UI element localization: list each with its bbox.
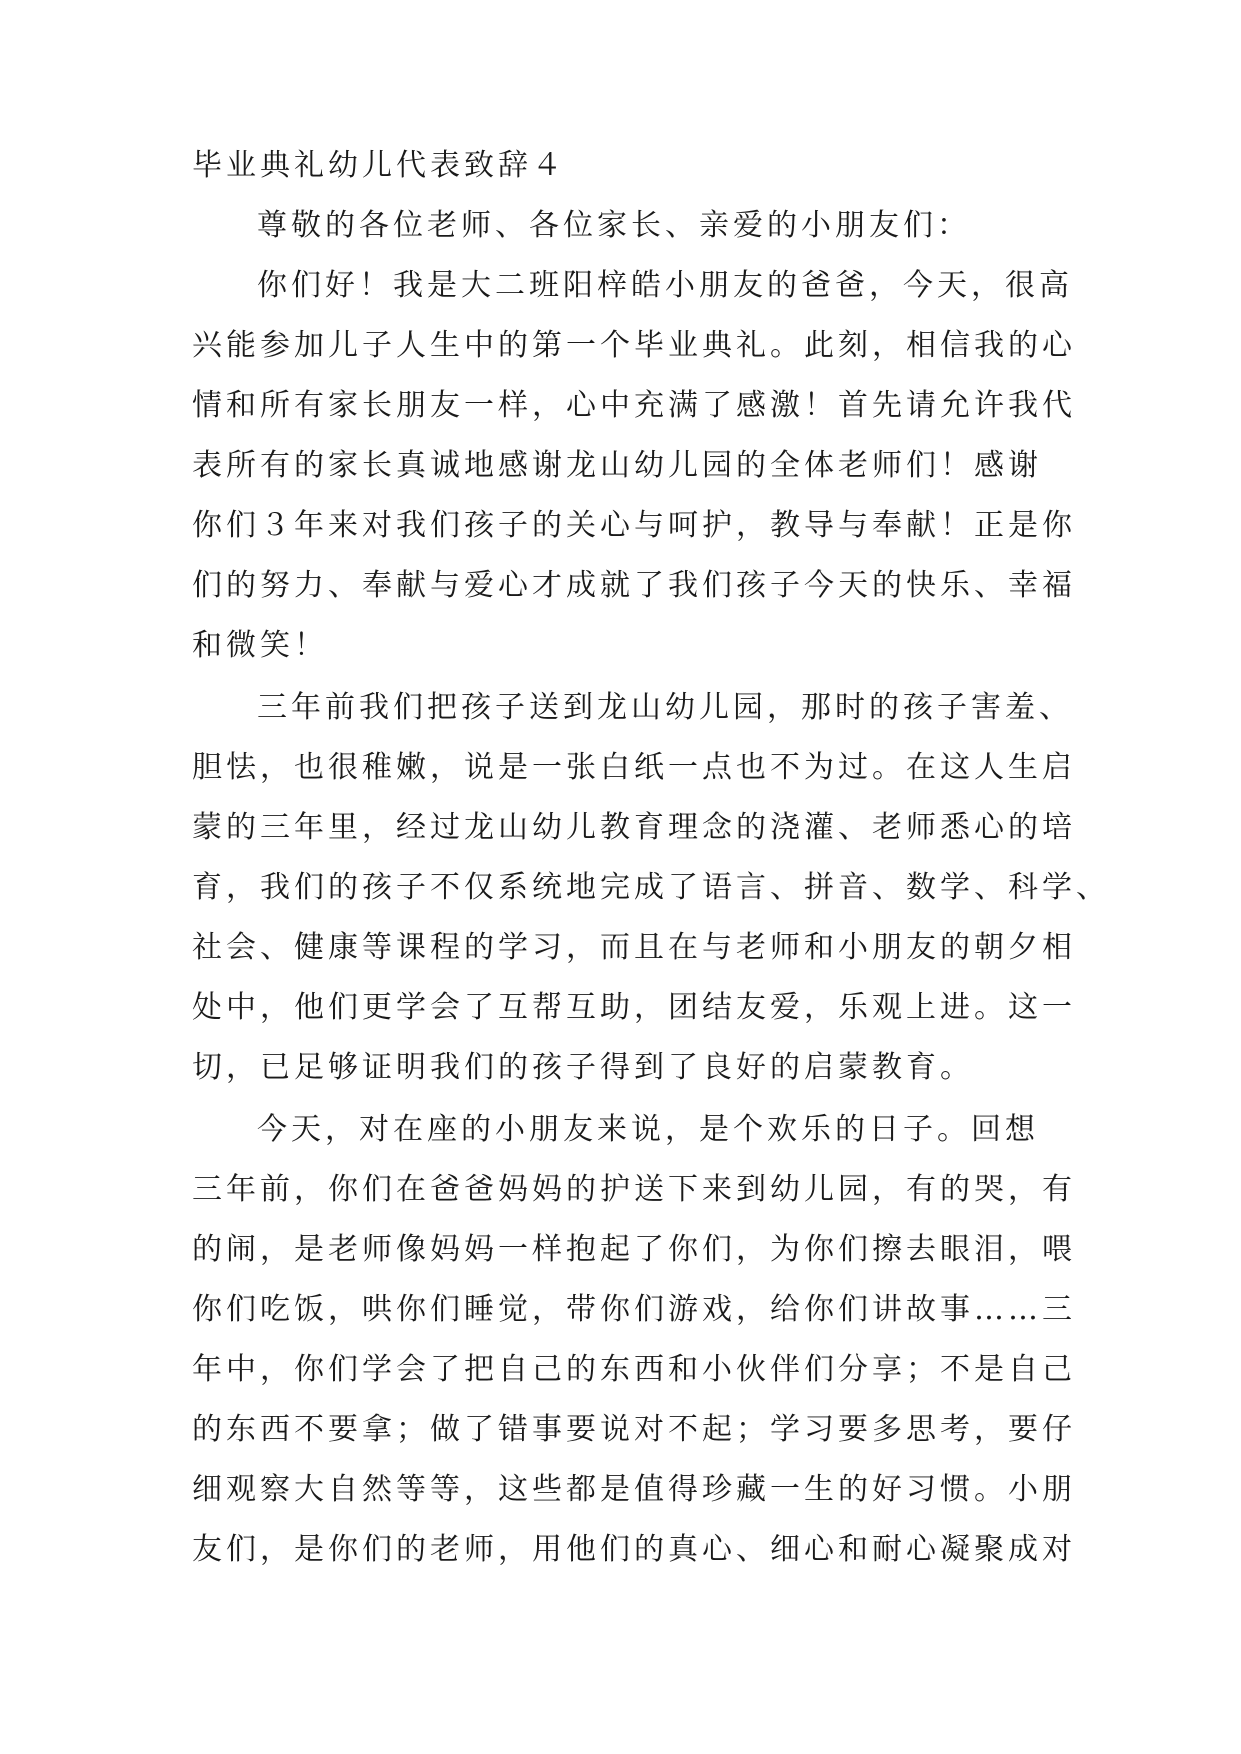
paragraph-3-line-5: 年中，你们学会了把自己的东西和小伙伴们分享；不是自己 [192,1352,1076,1387]
paragraph-2-line-7: 切，已足够证明我们的孩子得到了良好的启蒙教育。 [192,1050,974,1085]
paragraph-1-line-7: 和微笑！ [192,628,328,663]
paragraph-1-line-4: 表所有的家长真诚地感谢龙山幼儿园的全体老师们！感谢 [192,448,1042,483]
paragraph-2-line-4: 育，我们的孩子不仅系统地完成了语言、拼音、数学、科学、 [192,870,1110,905]
paragraph-1-line-2: 兴能参加儿子人生中的第一个毕业典礼。此刻，相信我的心 [192,328,1076,363]
paragraph-3-line-7: 细观察大自然等等，这些都是值得珍藏一生的好习惯。小朋 [192,1472,1076,1507]
paragraph-3-line-2: 三年前，你们在爸爸妈妈的护送下来到幼儿园，有的哭，有 [192,1172,1076,1207]
paragraph-1-line-1: 你们好！我是大二班阳梓皓小朋友的爸爸，今天，很高 [257,268,1073,303]
paragraph-3-line-1: 今天，对在座的小朋友来说，是个欢乐的日子。回想 [257,1112,1039,1147]
salutation-line: 尊敬的各位老师、各位家长、亲爱的小朋友们： [257,208,971,243]
paragraph-2-line-6: 处中，他们更学会了互帮互助，团结友爱，乐观上进。这一 [192,990,1076,1025]
paragraph-2-line-3: 蒙的三年里，经过龙山幼儿教育理念的浇灌、老师悉心的培 [192,810,1076,845]
paragraph-2-line-1: 三年前我们把孩子送到龙山幼儿园，那时的孩子害羞、 [257,690,1073,725]
paragraph-3-line-4: 你们吃饭，哄你们睡觉，带你们游戏，给你们讲故事……三 [192,1292,1076,1327]
paragraph-2-line-5: 社会、健康等课程的学习，而且在与老师和小朋友的朝夕相 [192,930,1076,965]
paragraph-2-line-2: 胆怯，也很稚嫩，说是一张白纸一点也不为过。在这人生启 [192,750,1076,785]
document-title: 毕业典礼幼儿代表致辞４ [192,148,566,183]
paragraph-3-line-8: 友们，是你们的老师，用他们的真心、细心和耐心凝聚成对 [192,1532,1076,1567]
paragraph-3-line-6: 的东西不要拿；做了错事要说对不起；学习要多思考，要仔 [192,1412,1076,1447]
paragraph-3-line-3: 的闹，是老师像妈妈一样抱起了你们，为你们擦去眼泪，喂 [192,1232,1076,1267]
paragraph-1-line-6: 们的努力、奉献与爱心才成就了我们孩子今天的快乐、幸福 [192,568,1076,603]
paragraph-1-line-5: 你们３年来对我们孩子的关心与呵护，教导与奉献！正是你 [192,508,1076,543]
paragraph-1-line-3: 情和所有家长朋友一样，心中充满了感激！首先请允许我代 [192,388,1076,423]
